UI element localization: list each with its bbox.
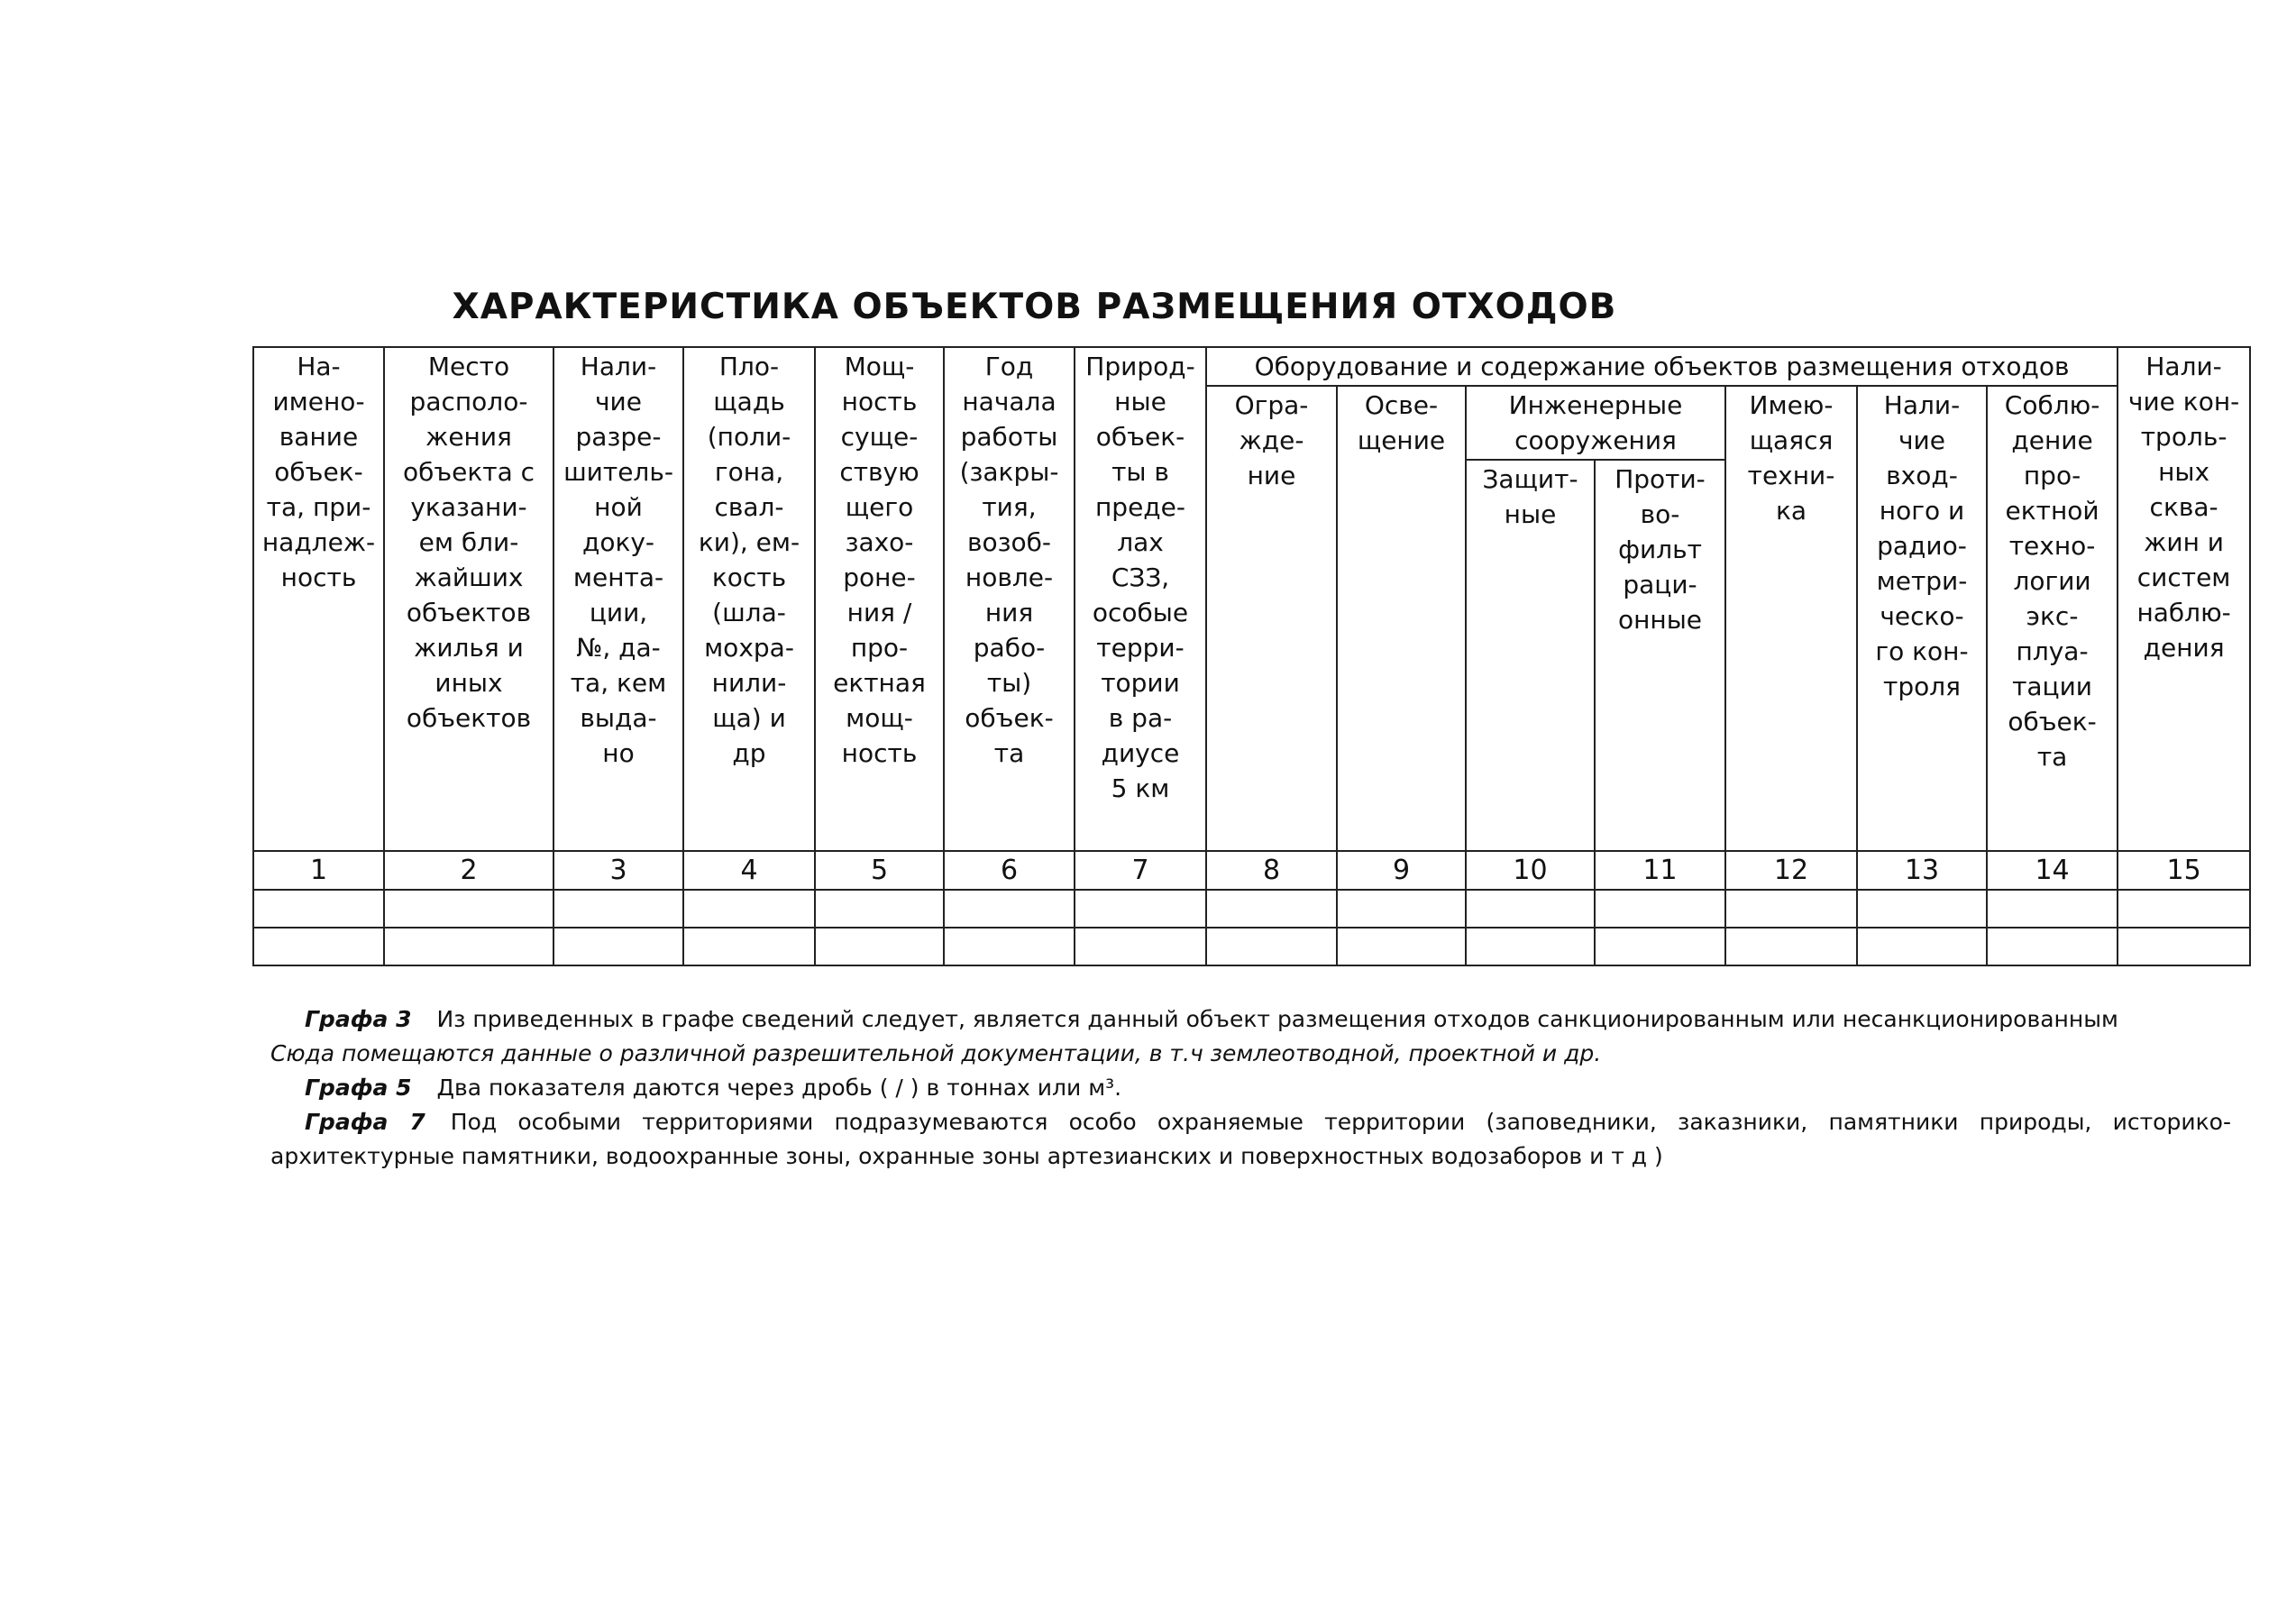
table-cell [815,928,944,965]
table-cell [1987,928,2118,965]
header-col-5: Мощ- ность суще- ствую щего захо- роне- ния / про- ектная мощ- ность [815,347,944,851]
header-col-13: Нали- чие вход- ного и радио- метри- ческо- го кон- троля [1857,386,1987,851]
table-cell [253,890,384,928]
table-cell [1466,890,1595,928]
waste-objects-table [252,346,2251,966]
note-text: Под особыми территориями подразумеваются особо охраняемые территории (заповедники, заказники, памятники природы, историко-архитектурные памятники, водоохранные зоны, охранные зоны артезианских и поверхностных водозаборов и т д ) [270,1109,2231,1169]
note-column-7 [270,1105,2231,1174]
column-number: 1 [253,851,384,890]
table-cell [944,928,1075,965]
table-cell [815,890,944,928]
notes-section [270,1002,2231,1174]
table-cell [1595,928,1725,965]
note-column-3 [270,1002,2231,1037]
page-title: ХАРАКТЕРИСТИКА ОБЪЕКТОВ РАЗМЕЩЕНИЯ ОТХОДОВ [452,287,1617,327]
column-number: 5 [815,851,944,890]
table-cell [1206,928,1337,965]
table-cell [1987,890,2118,928]
header-subgroup-engineering: Инженерные сооружения [1466,386,1725,460]
table-cell [1075,890,1206,928]
table-cell [2118,890,2250,928]
note-label: Графа 7 [305,1109,425,1135]
table-cell [384,890,553,928]
column-number: 4 [683,851,815,890]
header-col-3: Нали- чие разре- шитель- ной доку- мента- ции, №, да- та, кем выда- но [553,347,683,851]
table-cell [683,890,815,928]
table-row [253,928,2250,965]
table-row [253,890,2250,928]
table-cell [1075,928,1206,965]
header-col-8: Огра- жде- ние [1206,386,1337,851]
column-number: 8 [1206,851,1337,890]
header-col-12: Имею- щаяся техни- ка [1725,386,1857,851]
table-cell [253,928,384,965]
table-cell [553,890,683,928]
note-label: Графа 5 [305,1075,412,1101]
header-col-1: На- имено- вание объек- та, при- надлеж- ность [253,347,384,851]
column-number: 11 [1595,851,1725,890]
header-col-9: Осве- щение [1337,386,1466,851]
table-cell [1595,890,1725,928]
header-col-6: Год начала работы (закры- тия, возоб- новле- ния рабо- ты) объек- та [944,347,1075,851]
table-cell [1857,890,1987,928]
table-cell [1337,928,1466,965]
table-cell [384,928,553,965]
column-number: 9 [1337,851,1466,890]
table-cell [944,890,1075,928]
table-cell [1857,928,1987,965]
header-col-11: Проти- во- фильт раци- онные [1595,460,1725,851]
note-text: Два показателя даются через дробь ( / ) в тоннах или м³. [436,1075,1122,1101]
table-cell [683,928,815,965]
table-cell [1725,928,1857,965]
column-number: 10 [1466,851,1595,890]
note-label: Графа 3 [305,1006,412,1032]
header-col-14: Соблю- дение про- ектной техно- логии экс- плуа- тации объек- та [1987,386,2118,851]
column-number: 2 [384,851,553,890]
table-cell [1337,890,1466,928]
note-column-5 [270,1071,2231,1105]
column-number: 13 [1857,851,1987,890]
header-col-4: Пло- щадь (поли- гона, свал- ки), ем- кость (шла- мохра- нили- ща) и др [683,347,815,851]
table-cell [1466,928,1595,965]
column-number: 6 [944,851,1075,890]
header-col-2: Место располо- жения объекта с указани- ем бли- жайших объектов жилья и иных объектов [384,347,553,851]
table-cell [1725,890,1857,928]
table-cell [553,928,683,965]
header-col-10: Защит- ные [1466,460,1595,851]
column-number: 15 [2118,851,2250,890]
table-cell [2118,928,2250,965]
note-text: Из приведенных в графе сведений следует, является данный объект размещения отходов санкционированным или несанкционированным [436,1006,2118,1032]
header-col-15: Нали- чие кон- троль- ных сква- жин и систем наблю- дения [2118,347,2250,851]
header-row-group [253,347,2250,386]
column-number-row [253,851,2250,890]
column-number: 14 [1987,851,2118,890]
column-number: 7 [1075,851,1206,890]
note-continuation: Сюда помещаются данные о различной разрешительной документации, в т.ч землеотводной, проектной и др. [270,1040,1602,1066]
header-col-7: Природ- ные объек- ты в преде- лах СЗЗ, особые терри- тории в ра- диусе 5 км [1075,347,1206,851]
table-cell [1206,890,1337,928]
column-number: 12 [1725,851,1857,890]
header-group-equipment: Оборудование и содержание объектов размещения отходов [1206,347,2118,386]
column-number: 3 [553,851,683,890]
